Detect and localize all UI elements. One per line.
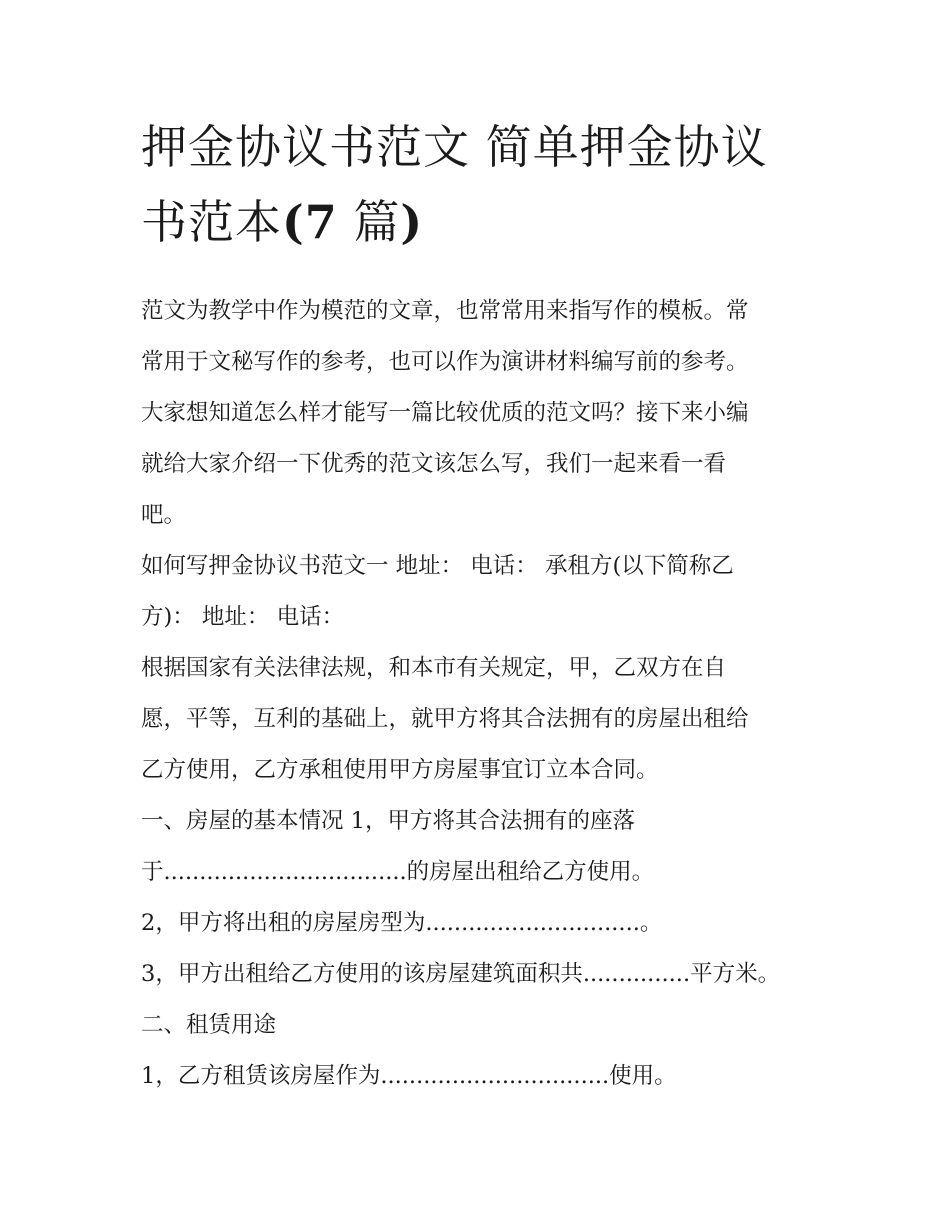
title-count-unit: 篇: [337, 195, 401, 249]
title-count-open: (7: [282, 195, 338, 249]
text-line: 范文为教学中作为模范的文章，也常常用来指写作的模板。常: [141, 298, 749, 324]
text-line: 如何写押金协议书范文一 地址： 电话： 承租方(以下简称乙: [141, 553, 734, 579]
text-line: 大家想知道怎么样才能写一篇比较优质的范文吗？接下来小编: [141, 400, 749, 426]
document-title: [141, 110, 821, 260]
text-line: 根据国家有关法律法规，和本市有关规定，甲，乙双方在自: [141, 655, 727, 681]
title-line-2: [141, 185, 821, 260]
text-line: 于..................................的房屋出租给乙方使用。: [141, 859, 655, 885]
title-line-1: 押金协议书范文 简单押金协议: [141, 120, 768, 174]
text-line: 二、租赁用途: [141, 1012, 277, 1038]
text-line: 常用于文秘写作的参考，也可以作为演讲材料编写前的参考。: [141, 349, 749, 375]
text-line: 3，甲方出租给乙方使用的该房屋建筑面积共...............平方米。: [141, 961, 781, 987]
text-line: 2，甲方将出租的房屋房型为..............................。: [141, 910, 663, 936]
text-line: 愿，平等，互利的基础上，就甲方将其合法拥有的房屋出租给: [141, 706, 749, 732]
document-page: [141, 110, 821, 1102]
text-line: 1，乙方租赁该房屋作为................................使用。: [141, 1063, 677, 1089]
text-line: 乙方使用，乙方承租使用甲方房屋事宜订立本合同。: [141, 757, 659, 783]
document-body: [141, 286, 821, 1102]
text-line: 方)： 地址： 电话：: [141, 604, 345, 630]
text-line: 就给大家介绍一下优秀的范文该怎么写，我们一起来看一看: [141, 451, 727, 477]
text-line: 吧。: [141, 502, 187, 528]
title-line-2-prefix: 书范本: [141, 195, 282, 249]
text-line: 一、房屋的基本情况 1，甲方将其合法拥有的座落: [141, 808, 635, 834]
title-count-close: ): [400, 195, 424, 249]
